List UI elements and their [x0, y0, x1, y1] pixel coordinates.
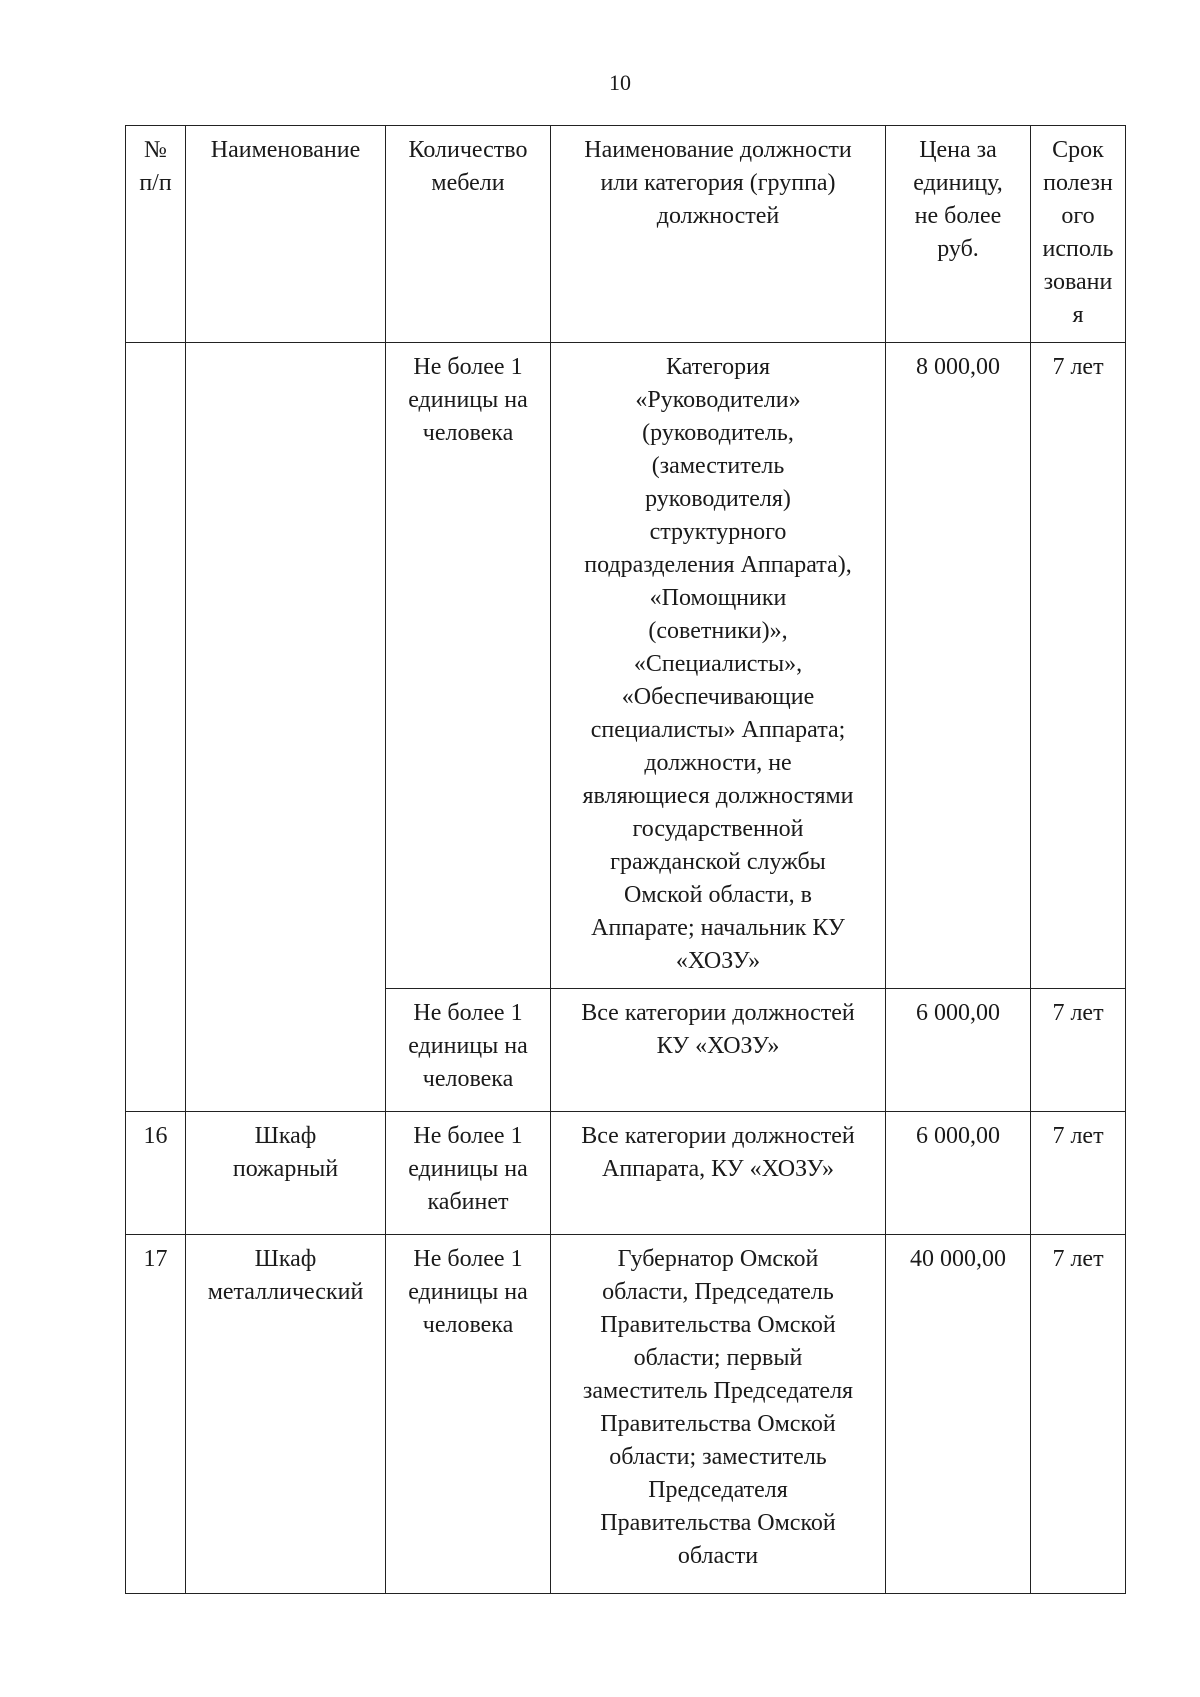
row-quantity-cell: Не более 1 единицы на человека [386, 989, 551, 1112]
row-term-cell: 7 лет [1031, 1235, 1126, 1594]
row-name-cell [186, 343, 386, 1112]
furniture-norms-table [125, 125, 1126, 1594]
table-row [126, 343, 1126, 989]
row-position-cell: Категория «Руководители» (руководитель, (заместитель руководителя) структурного подразделения Аппарата), «Помощники (советники)», «Специалисты», «Обеспечивающие специалисты» Аппарата; должности, не являющиеся должностями государственной гражданской службы Омской области, в Аппарате; начальник КУ «ХОЗУ» [551, 343, 886, 989]
row-name-cell: Шкаф металлический [186, 1235, 386, 1594]
header-price: Цена за единицу, не более руб. [886, 126, 1031, 343]
row-price-cell: 6 000,00 [886, 989, 1031, 1112]
row-num-cell [126, 343, 186, 1112]
row-term-cell: 7 лет [1031, 343, 1126, 989]
row-num-cell: 16 [126, 1112, 186, 1235]
row-position-cell: Губернатор Омской области, Председатель Правительства Омской области; первый заместитель Председателя Правительства Омской области; заместитель Председателя Правительства Омской области [551, 1235, 886, 1594]
page-number: 10 [609, 70, 631, 95]
header-quantity: Количество мебели [386, 126, 551, 343]
header-term: Срок полезн ого исполь зовани я [1031, 126, 1126, 343]
row-quantity-cell: Не более 1 единицы на человека [386, 343, 551, 989]
row-price-cell: 8 000,00 [886, 343, 1031, 989]
row-term-cell: 7 лет [1031, 1112, 1126, 1235]
header-num: № п/п [126, 126, 186, 343]
row-term-cell: 7 лет [1031, 989, 1126, 1112]
row-quantity-cell: Не более 1 единицы на человека [386, 1235, 551, 1594]
table-header-row [126, 126, 1126, 343]
header-position: Наименование должности или категория (группа) должностей [551, 126, 886, 343]
header-name: Наименование [186, 126, 386, 343]
row-position-cell: Все категории должностей КУ «ХОЗУ» [551, 989, 886, 1112]
table-row [126, 1112, 1126, 1235]
row-position-cell: Все категории должностей Аппарата, КУ «ХОЗУ» [551, 1112, 886, 1235]
row-quantity-cell: Не более 1 единицы на кабинет [386, 1112, 551, 1235]
row-num-cell: 17 [126, 1235, 186, 1594]
row-price-cell: 6 000,00 [886, 1112, 1031, 1235]
row-price-cell: 40 000,00 [886, 1235, 1031, 1594]
table-row [126, 1235, 1126, 1594]
row-name-cell: Шкаф пожарный [186, 1112, 386, 1235]
